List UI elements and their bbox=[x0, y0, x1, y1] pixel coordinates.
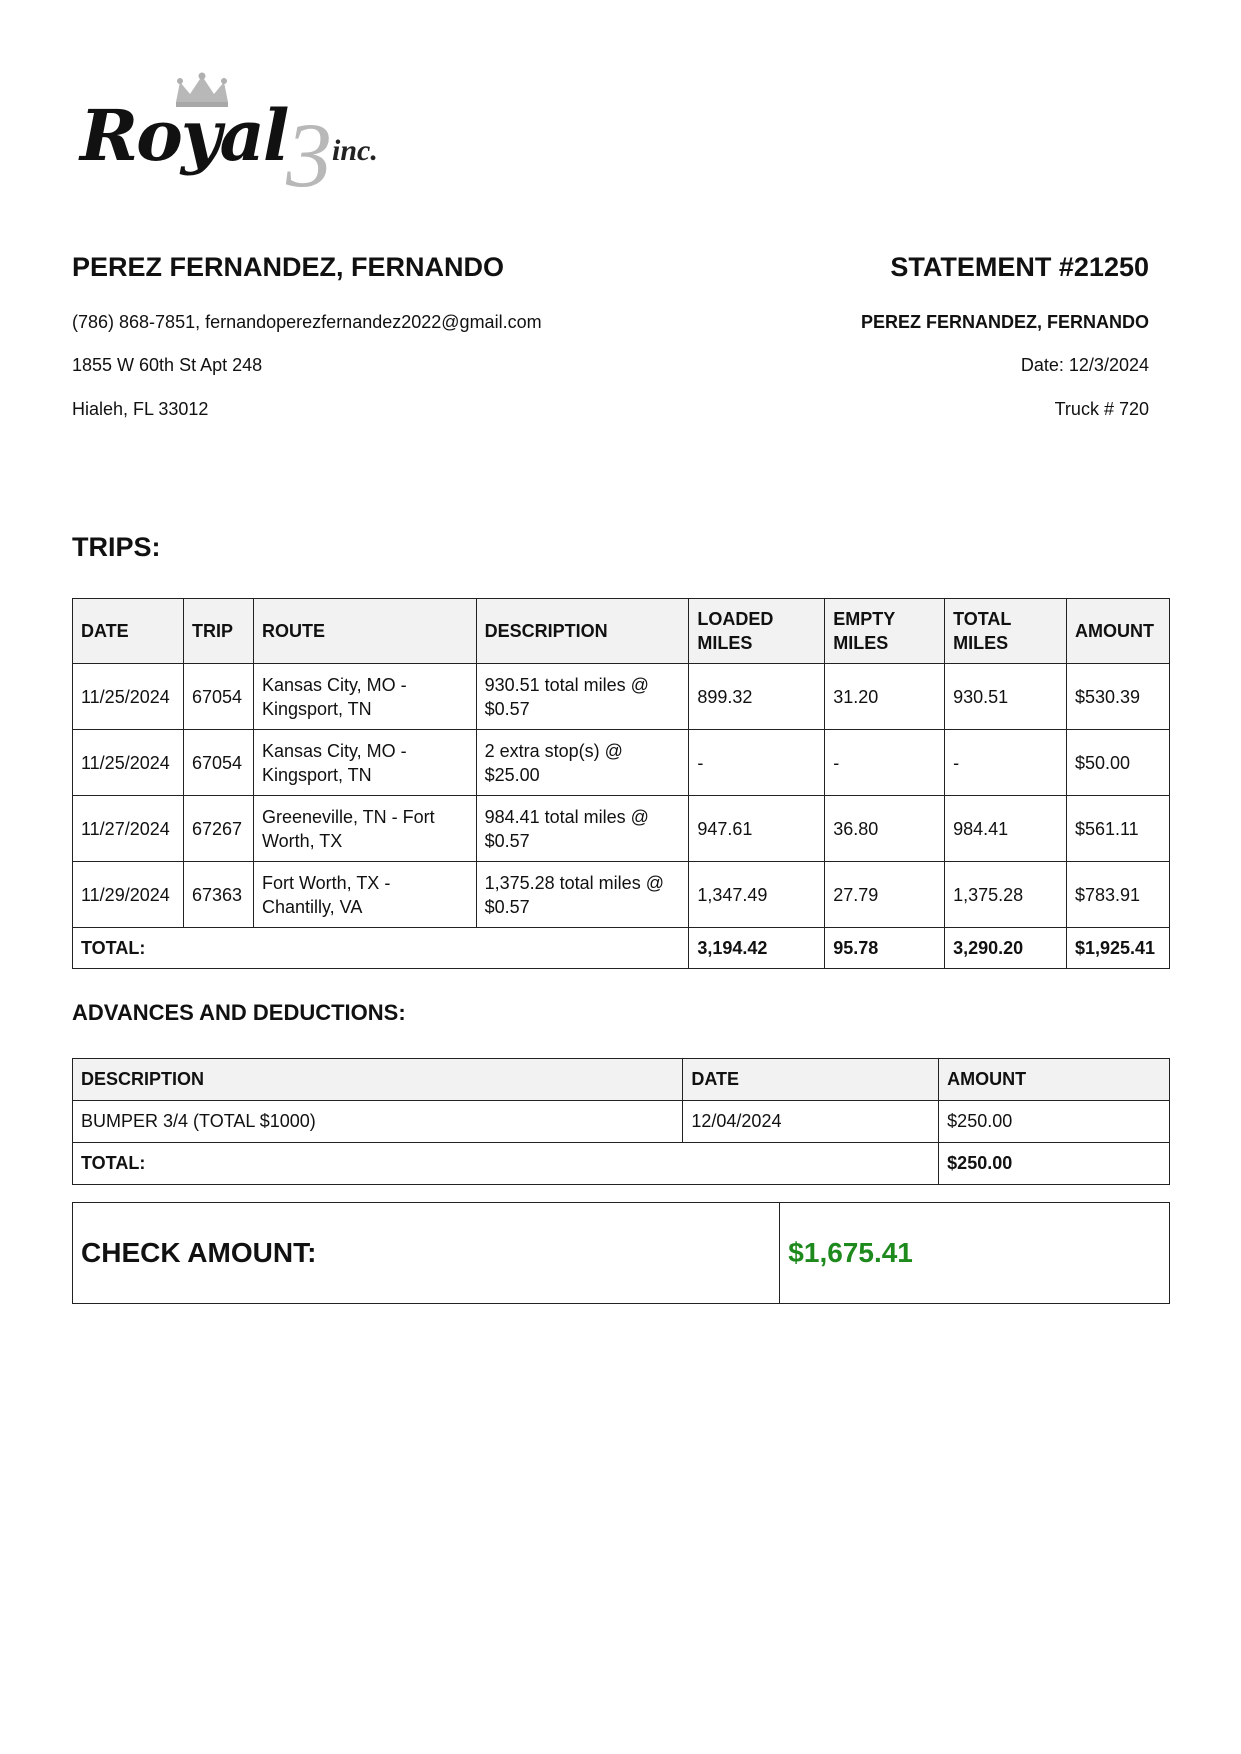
trip-total-miles: 930.51 bbox=[945, 664, 1067, 730]
statement-truck: Truck # 720 bbox=[1054, 399, 1149, 419]
deductions-total-row bbox=[73, 1143, 1170, 1185]
trip-number: 67054 bbox=[183, 730, 253, 796]
trip-route: Kansas City, MO - Kingsport, TN bbox=[253, 730, 476, 796]
trips-total-empty: 95.78 bbox=[825, 928, 945, 969]
check-amount-value: $1,675.41 bbox=[780, 1203, 1170, 1304]
trip-amount: $783.91 bbox=[1066, 862, 1169, 928]
trip-empty-miles: 36.80 bbox=[825, 796, 945, 862]
driver-address-line1: 1855 W 60th St Apt 248 bbox=[72, 355, 263, 375]
trip-number: 67363 bbox=[183, 862, 253, 928]
trips-header-trip: TRIP bbox=[183, 599, 253, 664]
trip-route: Fort Worth, TX - Chantilly, VA bbox=[253, 862, 476, 928]
trip-description: 930.51 total miles @ $0.57 bbox=[476, 664, 689, 730]
trip-date: 11/25/2024 bbox=[73, 664, 184, 730]
trips-header-empty-miles: EMPTY MILES bbox=[825, 599, 945, 664]
trips-table bbox=[72, 598, 1170, 969]
trips-header-total-miles: TOTAL MILES bbox=[945, 599, 1067, 664]
check-amount-box bbox=[72, 1202, 1170, 1304]
deduction-amount: $250.00 bbox=[939, 1101, 1170, 1143]
trip-loaded-miles: 1,347.49 bbox=[689, 862, 825, 928]
trip-date: 11/25/2024 bbox=[73, 730, 184, 796]
trip-loaded-miles: 899.32 bbox=[689, 664, 825, 730]
trip-description: 2 extra stop(s) @ $25.00 bbox=[476, 730, 689, 796]
trip-date: 11/29/2024 bbox=[73, 862, 184, 928]
trips-title: TRIPS: bbox=[72, 532, 161, 562]
table-row bbox=[73, 730, 1170, 796]
deductions-title: ADVANCES AND DEDUCTIONS: bbox=[72, 1000, 406, 1025]
trips-header-description: DESCRIPTION bbox=[476, 599, 689, 664]
trips-header-loaded-miles: LOADED MILES bbox=[689, 599, 825, 664]
trips-header-row bbox=[73, 599, 1170, 664]
trip-route: Greeneville, TN - Fort Worth, TX bbox=[253, 796, 476, 862]
trip-loaded-miles: - bbox=[689, 730, 825, 796]
trips-header-date: DATE bbox=[73, 599, 184, 664]
trip-amount: $530.39 bbox=[1066, 664, 1169, 730]
statement-name: PEREZ FERNANDEZ, FERNANDO bbox=[860, 312, 1149, 332]
statement-date: Date: 12/3/2024 bbox=[1020, 355, 1149, 375]
deduction-date: 12/04/2024 bbox=[683, 1101, 939, 1143]
trip-number: 67054 bbox=[183, 664, 253, 730]
check-amount-label: CHECK AMOUNT: bbox=[73, 1203, 780, 1304]
trip-total-miles: 1,375.28 bbox=[945, 862, 1067, 928]
check-row bbox=[73, 1203, 1170, 1304]
deductions-total-label: TOTAL: bbox=[73, 1143, 939, 1185]
deductions-total-amount: $250.00 bbox=[939, 1143, 1170, 1185]
trip-total-miles: 984.41 bbox=[945, 796, 1067, 862]
driver-address-line2: Hialeh, FL 33012 bbox=[72, 399, 209, 419]
company-logo bbox=[72, 72, 392, 206]
trip-description: 1,375.28 total miles @ $0.57 bbox=[476, 862, 689, 928]
logo-suffix: inc. bbox=[332, 134, 378, 167]
trips-header-route: ROUTE bbox=[253, 599, 476, 664]
statement-title: STATEMENT #21250 bbox=[890, 252, 1149, 282]
driver-name: PEREZ FERNANDEZ, FERNANDO bbox=[72, 252, 505, 282]
trip-number: 67267 bbox=[183, 796, 253, 862]
trips-total-miles: 3,290.20 bbox=[945, 928, 1067, 969]
trip-route: Kansas City, MO - Kingsport, TN bbox=[253, 664, 476, 730]
trip-amount: $50.00 bbox=[1066, 730, 1169, 796]
statement-info bbox=[549, 250, 1149, 419]
trip-empty-miles: 31.20 bbox=[825, 664, 945, 730]
trip-empty-miles: 27.79 bbox=[825, 862, 945, 928]
deductions-table bbox=[72, 1058, 1170, 1185]
table-row bbox=[73, 796, 1170, 862]
deductions-header-row bbox=[73, 1059, 1170, 1101]
trip-loaded-miles: 947.61 bbox=[689, 796, 825, 862]
trip-total-miles: - bbox=[945, 730, 1067, 796]
trips-header-amount: AMOUNT bbox=[1066, 599, 1169, 664]
trip-date: 11/27/2024 bbox=[73, 796, 184, 862]
table-row bbox=[73, 1101, 1170, 1143]
trips-total-amount: $1,925.41 bbox=[1066, 928, 1169, 969]
deduction-description: BUMPER 3/4 (TOTAL $1000) bbox=[73, 1101, 683, 1143]
deductions-header-amount: AMOUNT bbox=[939, 1059, 1170, 1101]
logo-text: Royal bbox=[80, 94, 288, 177]
trip-amount: $561.11 bbox=[1066, 796, 1169, 862]
deductions-header-description: DESCRIPTION bbox=[73, 1059, 683, 1101]
logo-number: 3 bbox=[286, 104, 332, 206]
trips-total-label: TOTAL: bbox=[73, 928, 689, 969]
driver-contact: (786) 868-7851, fernandoperezfernandez2022@gmail.com bbox=[72, 312, 542, 332]
trips-total-row bbox=[73, 928, 1170, 969]
trip-empty-miles: - bbox=[825, 730, 945, 796]
deductions-header-date: DATE bbox=[683, 1059, 939, 1101]
table-row bbox=[73, 664, 1170, 730]
trips-total-loaded: 3,194.42 bbox=[689, 928, 825, 969]
trip-description: 984.41 total miles @ $0.57 bbox=[476, 796, 689, 862]
table-row bbox=[73, 862, 1170, 928]
